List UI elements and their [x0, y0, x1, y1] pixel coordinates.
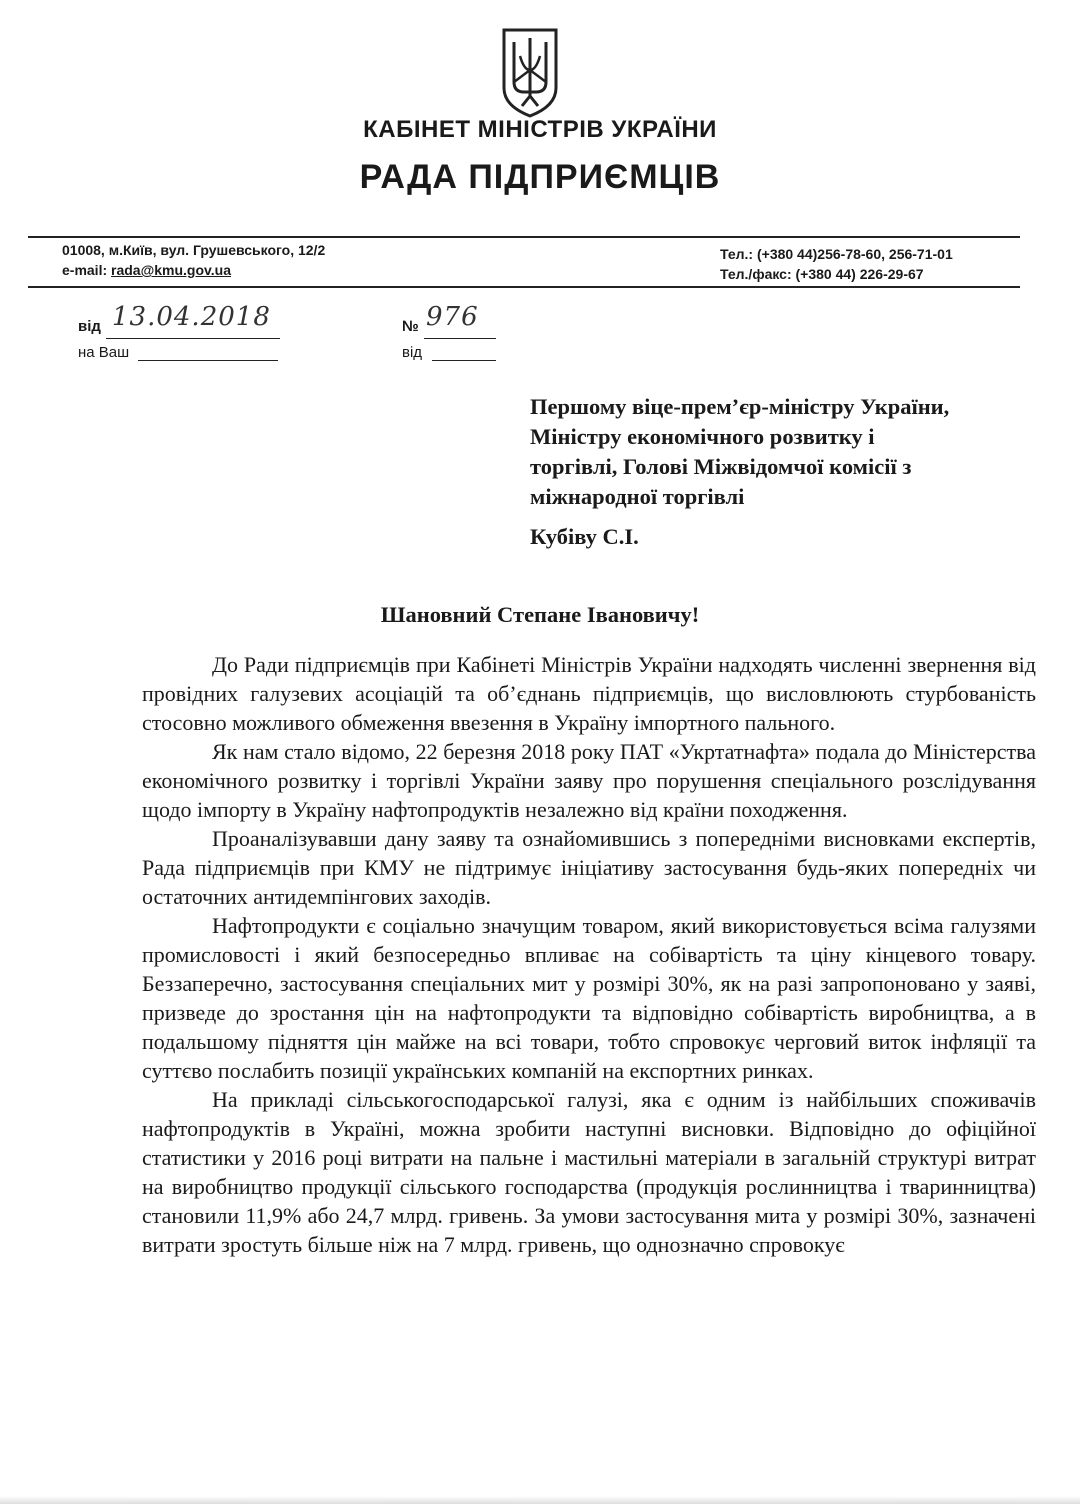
- addressee-line: Першому віце-прем’єр-міністру України,: [530, 394, 950, 419]
- cabinet-of-ministers-title: КАБІНЕТ МІНІСТРІВ УКРАЇНИ: [363, 116, 717, 143]
- date-label: від: [78, 318, 101, 335]
- scan-bottom-edge: [0, 1496, 1080, 1504]
- number-label: №: [402, 318, 419, 335]
- from2-label: від: [402, 344, 423, 361]
- header-top-rule: [28, 236, 1020, 238]
- body-paragraph: Проаналізувавши дану заяву та ознайомившись з попередніми висновками експертів, Рада підприємців при КМУ не підтримує ініціативу застосування будь-яких попередніх чи остаточних антидемпінгових заходів.: [142, 826, 1036, 909]
- addressee-line: торгівлі, Голові Міжвідомчої комісії з: [530, 454, 912, 479]
- council-title: РАДА ПІДПРИЄМЦІВ: [359, 158, 721, 196]
- trident-coat-of-arms-icon: [500, 26, 560, 118]
- your-ref-fill-line: [138, 360, 278, 361]
- body-paragraph: До Ради підприємців при Кабінеті Міністрів України надходять численні звернення від провідних галузевих асоціацій та об’єднань підприємців, що висловлюють стурбованість стосовно можливого обмеження ввезення в Україну імпортного пального.: [142, 652, 1036, 735]
- body-paragraph: Як нам стало відомо, 22 березня 2018 року ПАТ «Укртатнафта» подала до Міністерства економічного розвитку і торгівлі України заяву про порушення спеціального розслідування щодо імпорту в Україну нафтопродуктів незалежно від країни походження.: [142, 739, 1036, 822]
- handwritten-number: 976: [426, 302, 479, 332]
- address-text: 01008, м.Київ, вул. Грушевського, 12/2: [62, 242, 326, 258]
- handwritten-date: 13.04.2018: [112, 302, 271, 332]
- greeting: Шановний Степане Івановичу!: [380, 602, 700, 627]
- header-bottom-rule: [28, 286, 1020, 288]
- body-paragraph: Нафтопродукти є соціально значущим товаром, який використовується всіма галузями промисловості і який безпосередньо впливає на собівартість та ціну кінцевого товару. Беззаперечно, застосування спеціальних мит у розмірі 30%, як на разі запропоновано у заяві, призведе до зростання цін на нафтопродукти та відповідно собівартість виробництва, а в подальшому підняття цін майже на всі товари, тобто спровокує черговий виток інфляції та суттєво послабить позиції українських компаній на експортних ринках.: [142, 913, 1036, 1083]
- fax-text: Тел./факс: (+380 44) 226-29-67: [720, 266, 924, 282]
- email-link[interactable]: rada@kmu.gov.ua: [111, 262, 231, 278]
- addressee-block: [530, 392, 1050, 552]
- date-fill-line: [106, 338, 280, 339]
- addressee-line: міжнародної торгівлі: [530, 484, 745, 509]
- email-line: [62, 262, 231, 278]
- addressee-name: Кубіву С.І.: [530, 524, 639, 549]
- phone-text: Тел.: (+380 44)256-78-60, 256-71-01: [720, 246, 953, 262]
- letter-body: [142, 650, 1036, 1259]
- from2-fill-line: [432, 360, 496, 361]
- addressee-line: Міністру економічного розвитку і: [530, 424, 875, 449]
- email-label: e-mail:: [62, 262, 108, 278]
- body-paragraph: На прикладі сільськогосподарської галузі, яка є одним із найбільших споживачів нафтопродуктів в Україні, можна зробити наступні висновки. Відповідно до офіційної статистики у 2016 році витрати на пальне і мастильні матеріали в загальній структурі витрат на виробництво продукції сільського господарства (продукція рослинництва і тваринництва) становили 11,9% або 24,7 млрд. гривень. За умови застосування мита у розмірі 30%, зазначені витрати зростуть більше ніж на 7 млрд. гривень, що однозначно спровокує: [142, 1087, 1036, 1257]
- number-fill-line: [424, 338, 496, 339]
- your-ref-label: на Ваш: [78, 344, 130, 361]
